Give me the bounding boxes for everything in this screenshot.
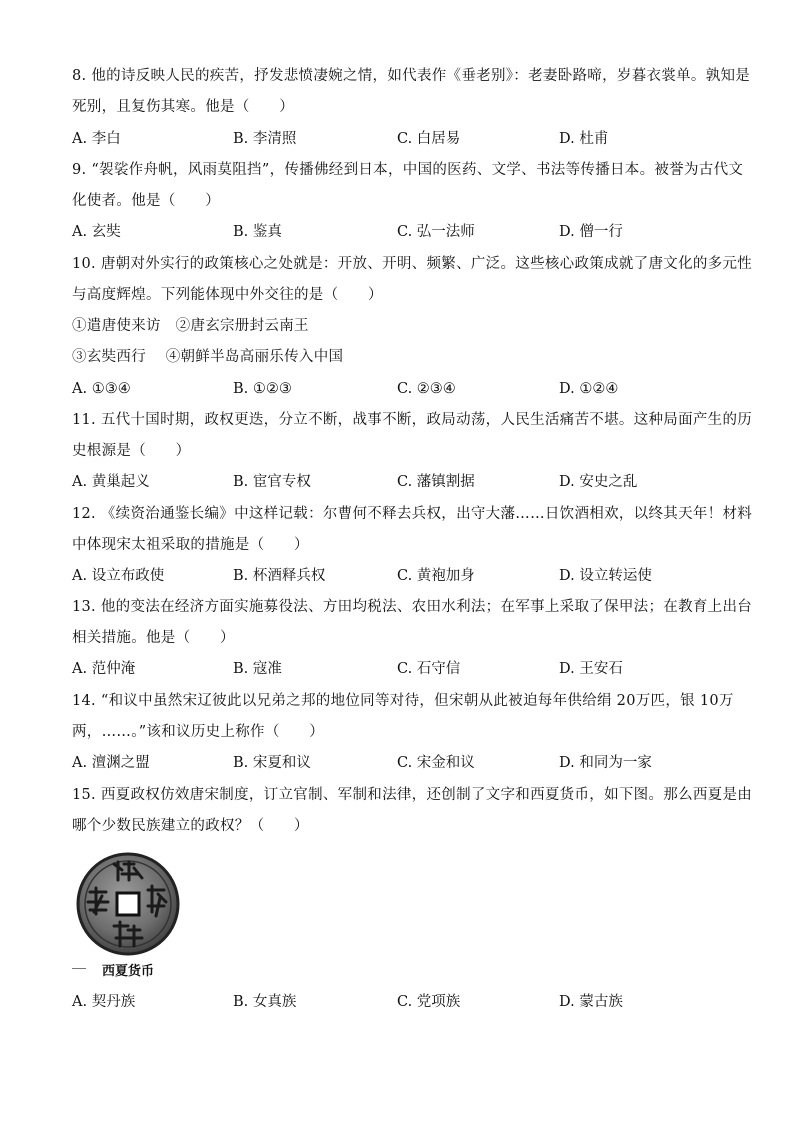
q9-line-1: 9. “袈裟作舟帆，风雨莫阻挡”，传播佛经到日本，中国的医药、文学、书法等传播日本。被誉为古代文 (72, 162, 744, 178)
q14-option-c[interactable]: C. 宋金和议 (397, 755, 475, 771)
q13-option-c[interactable]: C. 石守信 (397, 661, 461, 677)
q13-options (72, 659, 732, 679)
q10-statement-2: ③玄奘西行 ④朝鲜半岛高丽乐传入中国 (72, 349, 344, 365)
q15-option-b[interactable]: B. 女真族 (233, 994, 297, 1010)
q9-options (72, 222, 732, 242)
q14-line-1: 14. “和议中虽然宋辽彼此以兄弟之邦的地位同等对待，但宋朝从此被迫每年供给绢 20万匹，银 10万 (72, 693, 734, 709)
q8-line-2: 死别，且复伤其寒。他是（ ） (72, 99, 294, 115)
q10-option-d[interactable]: D. ①②④ (559, 381, 619, 397)
q10-options (72, 379, 732, 399)
q10-line-1: 10. 唐朝对外实行的政策核心之处就是：开放、开明、频繁、广泛。这些核心政策成就了唐文化的多元性 (72, 256, 753, 272)
caption-dash (72, 968, 86, 969)
q12-option-d[interactable]: D. 设立转运使 (559, 568, 652, 584)
xixia-coin-figure (72, 850, 184, 978)
q10-option-b[interactable]: B. ①②③ (233, 381, 292, 397)
q14-option-b[interactable]: B. 宋夏和议 (233, 755, 311, 771)
q15-options (72, 992, 732, 1012)
q12-option-b[interactable]: B. 杯酒释兵权 (233, 568, 326, 584)
q10-statement-1: ①遣唐使来访 ②唐玄宗册封云南王 (72, 318, 309, 334)
q8-option-b[interactable]: B. 李清照 (233, 131, 297, 147)
q14-line-2: 两，……。”该和议历史上称作（ ） (72, 724, 325, 740)
q12-line-1: 12. 《续资治通鉴长编》中这样记载：尔曹何不释去兵权，出守大藩……日饮酒相欢，以终其天年！材料 (72, 506, 753, 522)
q11-line-2: 史根源是（ ） (72, 443, 191, 459)
q10-option-c[interactable]: C. ②③④ (397, 381, 456, 397)
q11-option-c[interactable]: C. 藩镇割据 (397, 474, 475, 490)
q8-option-a[interactable]: A. 李白 (72, 131, 121, 147)
q9-option-b[interactable]: B. 鉴真 (233, 224, 282, 240)
q11-option-d[interactable]: D. 安史之乱 (559, 474, 638, 490)
q9-option-c[interactable]: C. 弘一法师 (397, 224, 475, 240)
q8-line-1: 8. 他的诗反映人民的疾苦，抒发悲愤凄婉之情，如代表作《垂老别》：老妻卧路啼，岁暮衣裳单。孰知是 (72, 68, 751, 84)
q12-options (72, 566, 732, 586)
q13-option-a[interactable]: A. 范仲淹 (72, 661, 136, 677)
q14-options (72, 753, 732, 773)
q10-line-2: 与高度辉煌。下列能体现中外交往的是（ ） (72, 287, 383, 303)
q11-option-b[interactable]: B. 宦官专权 (233, 474, 311, 490)
q12-option-c[interactable]: C. 黄袍加身 (397, 568, 475, 584)
figure-caption: 西夏货币 (102, 964, 155, 979)
q14-option-a[interactable]: A. 澶渊之盟 (72, 755, 150, 771)
q15-option-d[interactable]: D. 蒙古族 (559, 994, 623, 1010)
q13-line-2: 相关措施。他是（ ） (72, 630, 235, 646)
q13-option-b[interactable]: B. 寇准 (233, 661, 282, 677)
q9-line-2: 化使者。他是（ ） (72, 193, 220, 209)
q11-line-1: 11. 五代十国时期，政权更迭，分立不断，战事不断，政局动荡，人民生活痛苦不堪。这种局面产生的历 (72, 412, 753, 428)
q11-options (72, 472, 732, 492)
q14-option-d[interactable]: D. 和同为一家 (559, 755, 652, 771)
q10-option-a[interactable]: A. ①③④ (72, 381, 131, 397)
q15-line-1: 15. 西夏政权仿效唐宋制度，订立官制、军制和法律，还创制了文字和西夏货币，如下图。那么西夏是由 (72, 787, 753, 803)
q9-option-d[interactable]: D. 僧一行 (559, 224, 623, 240)
q9-option-a[interactable]: A. 玄奘 (72, 224, 121, 240)
q8-option-d[interactable]: D. 杜甫 (559, 131, 609, 147)
q15-line-2: 哪个少数民族建立的政权？（ ） (72, 818, 309, 834)
q8-options (72, 129, 732, 149)
q13-option-d[interactable]: D. 王安石 (559, 661, 623, 677)
coin-image (72, 850, 184, 958)
q8-option-c[interactable]: C. 白居易 (397, 131, 461, 147)
q15-option-a[interactable]: A. 契丹族 (72, 994, 136, 1010)
q13-line-1: 13. 他的变法在经济方面实施募役法、方田均税法、农田水利法；在军事上采取了保甲法；在教育上出台 (72, 599, 753, 615)
q15-option-c[interactable]: C. 党项族 (397, 994, 461, 1010)
q11-option-a[interactable]: A. 黄巢起义 (72, 474, 150, 490)
q12-option-a[interactable]: A. 设立布政使 (72, 568, 165, 584)
q12-line-2: 中体现宋太祖采取的措施是（ ） (72, 537, 309, 553)
